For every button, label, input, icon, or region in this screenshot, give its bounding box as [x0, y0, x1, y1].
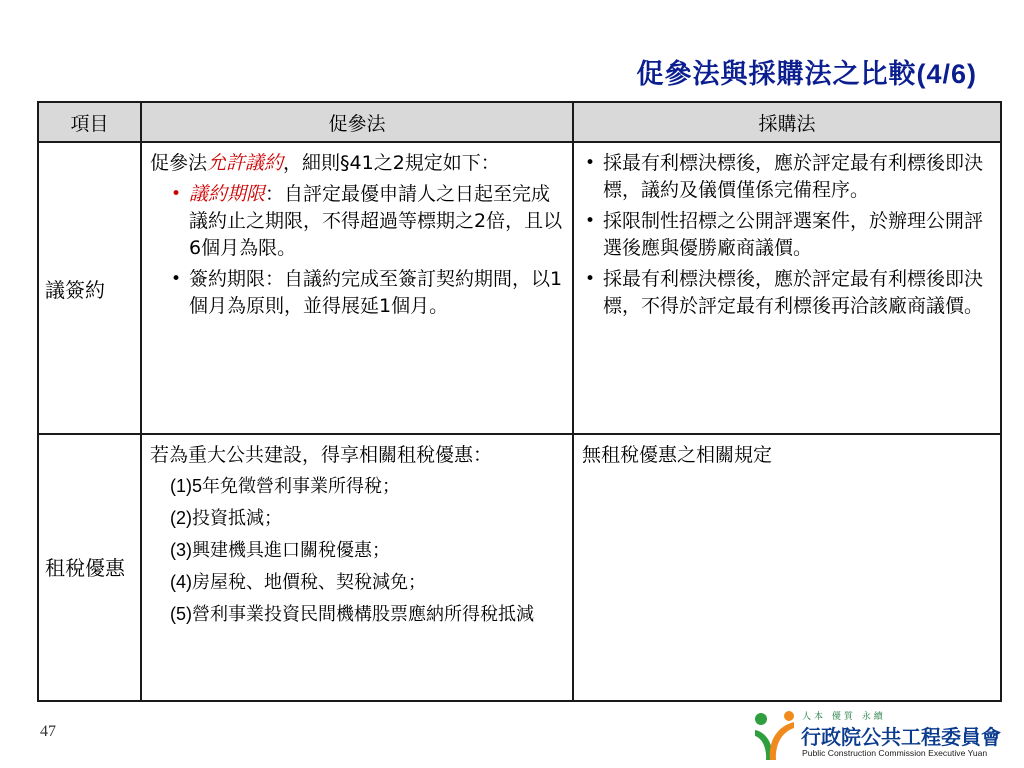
item-number: (3): [170, 540, 192, 560]
item-number: (4): [170, 572, 192, 592]
list-item: [170, 537, 564, 564]
table-row: [38, 142, 1001, 434]
row-label-negotiation: 議簽約: [38, 142, 141, 434]
cell-gpa-negotiation: [573, 142, 1001, 434]
item-number: (1)5: [170, 476, 203, 496]
item-text: 投資抵減；: [192, 508, 282, 529]
list-item: [170, 473, 564, 500]
table-row: [38, 434, 1001, 701]
header-item: 項目: [38, 102, 141, 142]
logo-english: Public Construction Commission Executive Yuan: [802, 748, 988, 758]
intro-text-a: 促參法: [150, 152, 208, 174]
row-label-tax: 租稅優惠: [38, 434, 141, 701]
cell-ppp-tax: [141, 434, 573, 701]
table-header-row: [38, 102, 1001, 142]
bullet-emphasis: 議約期限: [189, 183, 266, 205]
item-text: 興建機具進口關稅優惠；: [192, 540, 390, 561]
bullet-text: 簽約期限：自議約完成至簽訂契約期間，以1個月為原則，並得展延1個月。: [189, 268, 563, 317]
list-item: [168, 266, 564, 320]
bullet-text: ：自評定最優申請人之日起至完成議約止之期限，不得超過等標期之2倍，且以6個月為限。: [189, 183, 563, 259]
slide-title-suffix: (4/6): [916, 59, 977, 89]
pcc-emblem-icon: [752, 710, 796, 762]
header-procurement-act: 採購法: [573, 102, 1001, 142]
ppp-tax-list: [150, 473, 564, 628]
list-item: [168, 181, 564, 262]
list-item: [170, 569, 564, 596]
bullet-icon: •: [171, 184, 182, 204]
header-ppp-act: 促參法: [141, 102, 573, 142]
bullet-text: 採最有利標決標後，應於評定最有利標後即決標，不得於評定最有利標後再洽該廠商議價。: [603, 268, 984, 317]
slide-title: [636, 52, 977, 91]
item-number: (2): [170, 508, 192, 528]
slide-title-text: 促參法與採購法之比較: [636, 59, 917, 90]
bullet-text: 採限制性招標之公開評選案件，於辦理公開評選後應與優勝廠商議價。: [603, 210, 984, 259]
list-item: [582, 208, 992, 262]
pcc-logo: [752, 708, 1014, 766]
intro-text-b: ，細則§41之2規定如下：: [283, 152, 500, 174]
item-text: 房屋稅、地價稅、契稅減免；: [192, 572, 426, 593]
item-text: 年免徵營利事業所得稅；: [202, 476, 401, 497]
cell-ppp-negotiation: [141, 142, 573, 434]
intro-emphasis: 允許議約: [207, 152, 284, 174]
ppp-negotiation-intro: [150, 150, 564, 177]
cell-gpa-tax: [573, 434, 1001, 701]
gpa-tax-text: 無租稅優惠之相關規定: [582, 444, 773, 466]
gpa-negotiation-list: [582, 150, 992, 320]
list-item: [170, 505, 564, 532]
ppp-negotiation-list: [150, 181, 564, 320]
logo-motto: 人本 優質 永續: [802, 712, 886, 722]
bullet-icon: •: [171, 269, 182, 289]
list-item: [582, 266, 992, 320]
page-number: 47: [40, 723, 56, 740]
bullet-text: 採最有利標決標後，應於評定最有利標後即決標，議約及儀價僅係完備程序。: [603, 152, 984, 201]
list-item: [170, 601, 564, 628]
bullet-icon: •: [585, 153, 596, 173]
item-text: 營利事業投資民間機構股票應納所得稅抵減: [192, 604, 534, 625]
ppp-tax-intro: 若為重大公共建設，得享相關租稅優惠：: [150, 444, 493, 466]
item-number: (5): [170, 604, 192, 624]
bullet-icon: •: [585, 211, 596, 231]
list-item: [582, 150, 992, 204]
logo-name: 行政院公共工程委員會: [801, 725, 1001, 749]
bullet-icon: •: [585, 269, 596, 289]
comparison-table: [37, 101, 1002, 702]
